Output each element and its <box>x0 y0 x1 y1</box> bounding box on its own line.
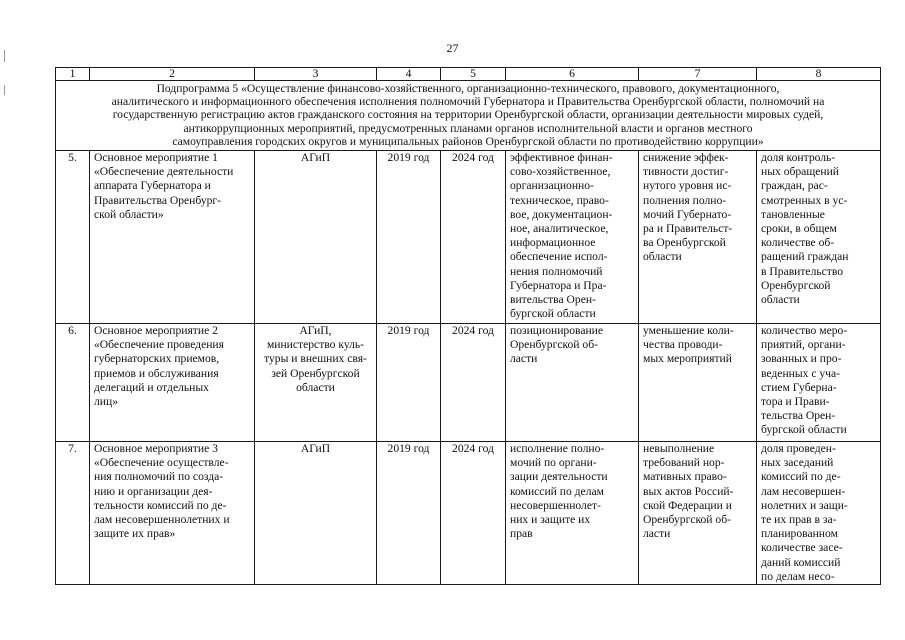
page-number: 27 <box>446 41 459 55</box>
measure-cell: Основное мероприятие 3 «Обеспечение осуществле- ния полномочий по созда- нию и организации дея- тельности комиссий по де- лам несовершеннолетних и защите их прав» <box>90 442 255 585</box>
measure-cell: Основное мероприятие 2 «Обеспечение проведения губернаторских приемов, приемов и обслуживания делегаций и отдельных лиц» <box>90 324 255 442</box>
indicator-cell: доля проведен- ных заседаний комиссий по де- лам несовершен- нолетних и защи- те их прав в за- планированном количестве засе- даний комиссий по делам несо- <box>757 442 881 585</box>
column-number: 3 <box>255 68 377 81</box>
end-year-cell: 2024 год <box>441 151 506 324</box>
executor-cell: АГиП <box>255 442 377 585</box>
table-row <box>56 442 881 585</box>
consequence-cell: невыполнение требований нор- мативных право- вых актов Россий- ской Федерации и Оренбургской об- ласти <box>639 442 757 585</box>
result-cell: позиционирование Оренбургской об- ласти <box>506 324 639 442</box>
executor-cell: АГиП, министерство куль- туры и внешних свя- зей Оренбургской области <box>255 324 377 442</box>
subprogram-row <box>56 81 881 151</box>
measure-cell: Основное мероприятие 1 «Обеспечение деятельности аппарата Губернатора и Правительства Оренбург- ской области» <box>90 151 255 324</box>
measures-table <box>55 67 881 585</box>
table-row <box>56 324 881 442</box>
column-number: 7 <box>639 68 757 81</box>
start-year-cell: 2019 год <box>377 442 441 585</box>
column-number: 2 <box>90 68 255 81</box>
scan-edge-mark <box>4 50 5 62</box>
column-number-row <box>56 68 881 81</box>
column-number: 6 <box>506 68 639 81</box>
row-number: 6. <box>56 324 90 442</box>
table-row <box>56 151 881 324</box>
consequence-cell: уменьшение коли- чества проводи- мых мероприятий <box>639 324 757 442</box>
end-year-cell: 2024 год <box>441 324 506 442</box>
column-number: 4 <box>377 68 441 81</box>
subprogram-title: Подпрограмма 5 «Осуществление финансово-хозяйственного, организационно-технического, правового, документационного, аналитического и информационного обеспечения исполнения полномочий Губернатора и Правительства Оренбургской области, полномочий на государственную регистрацию актов гражданского состояния на территории Оренбургской области, организации деятельности мировых судей, антикоррупционных мероприятий, предусмотренных планами органов исполнительной власти и органов местного самоуправления городских округов и муниципальных районов Оренбургской области по противодействию коррупции» <box>56 81 881 151</box>
result-cell: исполнение полно- мочий по органи- зации деятельности комиссий по делам несовершеннолет- них и защите их прав <box>506 442 639 585</box>
start-year-cell: 2019 год <box>377 151 441 324</box>
indicator-cell: количество меро- приятий, органи- зованных и про- веденных с уча- стием Губерна- тора и Прави- тельства Орен- бургской области <box>757 324 881 442</box>
row-number: 7. <box>56 442 90 585</box>
scan-edge-mark <box>4 85 5 95</box>
indicator-cell: доля контроль- ных обращений граждан, рас- смотренных в ус- тановленные сроки, в общем количестве об- ращений граждан в Правительство Оренбургской области <box>757 151 881 324</box>
result-cell: эффективное финан- сово-хозяйственное, организационно- техническое, право- вое, документацион- ное, аналитическое, информационное обеспечение испол- нения полномочий Губернатора и Пра- вительства Орен- бургской области <box>506 151 639 324</box>
start-year-cell: 2019 год <box>377 324 441 442</box>
column-number: 8 <box>757 68 881 81</box>
consequence-cell: снижение эффек- тивности достиг- нутого уровня ис- полнения полно- мочий Губернато- ра и Правительст- ва Оренбургской области <box>639 151 757 324</box>
end-year-cell: 2024 год <box>441 442 506 585</box>
row-number: 5. <box>56 151 90 324</box>
column-number: 5 <box>441 68 506 81</box>
executor-cell: АГиП <box>255 151 377 324</box>
column-number: 1 <box>56 68 90 81</box>
